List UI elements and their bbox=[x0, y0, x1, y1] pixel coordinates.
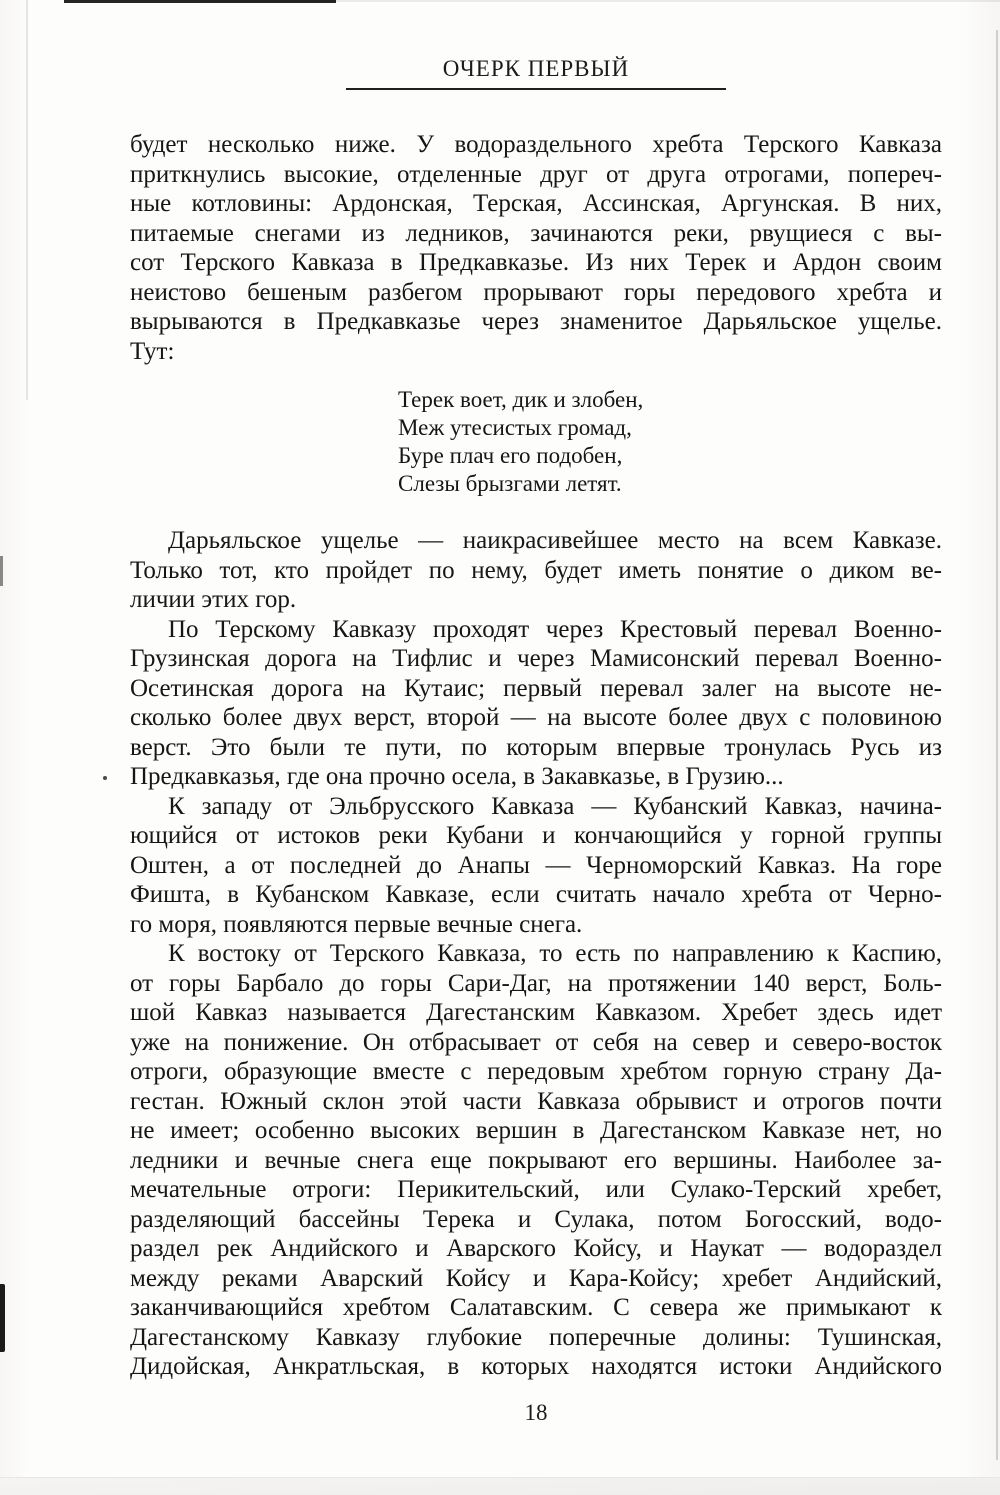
page-text bbox=[130, 130, 942, 1382]
text-line: неистово бешеным разбегом прорывают горы передового хребта и bbox=[130, 278, 942, 306]
text-line: между реками Аварский Койсу и Кара-Койсу; хребет Андийский, bbox=[130, 1264, 942, 1292]
page-number: 18 bbox=[524, 1400, 548, 1425]
paragraph bbox=[130, 792, 942, 940]
text-line: раздел рек Андийского и Аварского Койсу, и Наукат — водораздел bbox=[130, 1235, 942, 1262]
text-line: от горы Барбало до горы Сари-Даг, на протяжении 140 верст, Боль- bbox=[130, 969, 942, 997]
text-line: гестан. Южный склон этой части Кавказа обрывист и отрогов почти bbox=[130, 1087, 942, 1115]
text-line: Дидойская, Анкратльская, в которых находятся истоки Андийского bbox=[130, 1353, 942, 1380]
text-line: Грузинская дорога на Тифлис и через Мамисонский перевал Военно- bbox=[130, 645, 942, 672]
text-line: не имеет; особенно высоких вершин в Дагестанском Кавказе нет, но bbox=[130, 1117, 942, 1144]
text-line: личии этих гор. bbox=[130, 586, 297, 613]
text-line: Оштен, а от последней до Анапы — Черноморский Кавказ. На горе bbox=[130, 851, 942, 879]
text-line: го моря, появляются первые вечные снега. bbox=[130, 910, 583, 938]
verse-line: Терек воет, дик и злобен, bbox=[398, 387, 644, 412]
text-line: разделяющий бассейны Терека и Сулака, потом Богосский, водо- bbox=[130, 1205, 942, 1233]
scan-artifact-top-edge bbox=[64, 0, 336, 3]
text-line: отроги, образующие вместе с передовым хребтом горную страну Да- bbox=[130, 1058, 942, 1085]
scan-artifact-left-mark-small bbox=[0, 556, 3, 586]
text-line: заканчивающийся хребтом Салатавским. С севера же примыкают к bbox=[130, 1294, 942, 1321]
text-line: По Терскому Кавказу проходят через Крестовый перевал Военно- bbox=[168, 615, 942, 643]
verse-block bbox=[398, 386, 942, 498]
text-line: ющийся от истоков реки Кубани и кончающийся у горной группы bbox=[130, 822, 942, 849]
scan-artifact-top-haze bbox=[200, 0, 1000, 2]
text-line: вырываются в Предкавказье через знаменитое Дарьяльское ущелье. bbox=[130, 308, 942, 335]
text-block bbox=[130, 56, 942, 1382]
text-line: уже на понижение. Он отбрасывает от себя на север и северо-восток bbox=[130, 1028, 942, 1056]
text-line: шой Кавказ называется Дагестанским Кавказом. Хребет здесь идет bbox=[130, 999, 942, 1026]
text-line: Фишта, в Кубанском Кавказе, если считать начало хребта от Черно- bbox=[130, 881, 942, 908]
text-line: будет несколько ниже. У водораздельного хребта Терского Кавказа bbox=[130, 131, 942, 158]
scan-artifact-left-mark-long bbox=[0, 1284, 5, 1352]
text-line: Дагестанскому Кавказу глубокие поперечные долины: Тушинская, bbox=[130, 1323, 942, 1351]
running-header: ОЧЕРК ПЕРВЫЙ bbox=[442, 56, 630, 81]
verse-line: Меж утесистых громад, bbox=[398, 415, 632, 440]
text-line: Только тот, кто пройдет по нему, будет иметь понятие о диком ве- bbox=[130, 556, 942, 584]
text-line: Тут: bbox=[130, 337, 175, 365]
text-line: приткнулись высокие, отделенные друг от друга отрогами, попереч- bbox=[130, 160, 942, 188]
text-line: К западу от Эльбрусского Кавказа — Кубанский Кавказ, начина- bbox=[168, 792, 942, 820]
text-line: сколько более двух верст, второй — на высоте более двух с половиною bbox=[130, 704, 942, 731]
verse-line: Буре плач его подобен, bbox=[398, 443, 623, 468]
text-line: ные котловины: Ардонская, Терская, Ассинская, Аргунская. В них, bbox=[130, 190, 942, 217]
text-line: питаемые снегами из ледников, зачинаются реки, рвущиеся с вы- bbox=[130, 219, 942, 247]
text-line: сот Терского Кавказа в Предкавказье. Из них Терек и Ардон своим bbox=[130, 249, 942, 276]
scan-artifact-bottom-band bbox=[0, 1477, 1000, 1495]
text-line: ледники и вечные снега еще покрывают его вершины. Наиболее за- bbox=[130, 1146, 942, 1174]
paragraph bbox=[130, 615, 942, 792]
text-line: мечательные отроги: Перикительский, или Сулако-Терский хребет, bbox=[130, 1176, 942, 1203]
text-line: верст. Это были те пути, по которым впервые тронулась Русь из bbox=[130, 733, 942, 761]
verse-line: Слезы брызгами летят. bbox=[398, 471, 622, 496]
paragraph bbox=[130, 939, 942, 1382]
header-rule bbox=[346, 88, 726, 90]
paragraph bbox=[130, 130, 942, 366]
paragraph bbox=[130, 526, 942, 615]
scan-artifact-right-edge bbox=[996, 30, 998, 1460]
text-line: Дарьяльское ущелье — наикрасивейшее место на всем Кавказе. bbox=[168, 527, 942, 554]
text-line: Осетинская дорога на Кутаис; первый перевал залег на высоте не- bbox=[130, 674, 942, 702]
text-line: Предкавказья, где она прочно осела, в Закавказье, в Грузию... bbox=[130, 763, 784, 790]
text-line: К востоку от Терского Кавказа, то есть по направлению к Каспию, bbox=[168, 940, 942, 967]
scan-artifact-left-line bbox=[26, 0, 28, 400]
scan-artifact-stray-dot bbox=[103, 776, 107, 780]
